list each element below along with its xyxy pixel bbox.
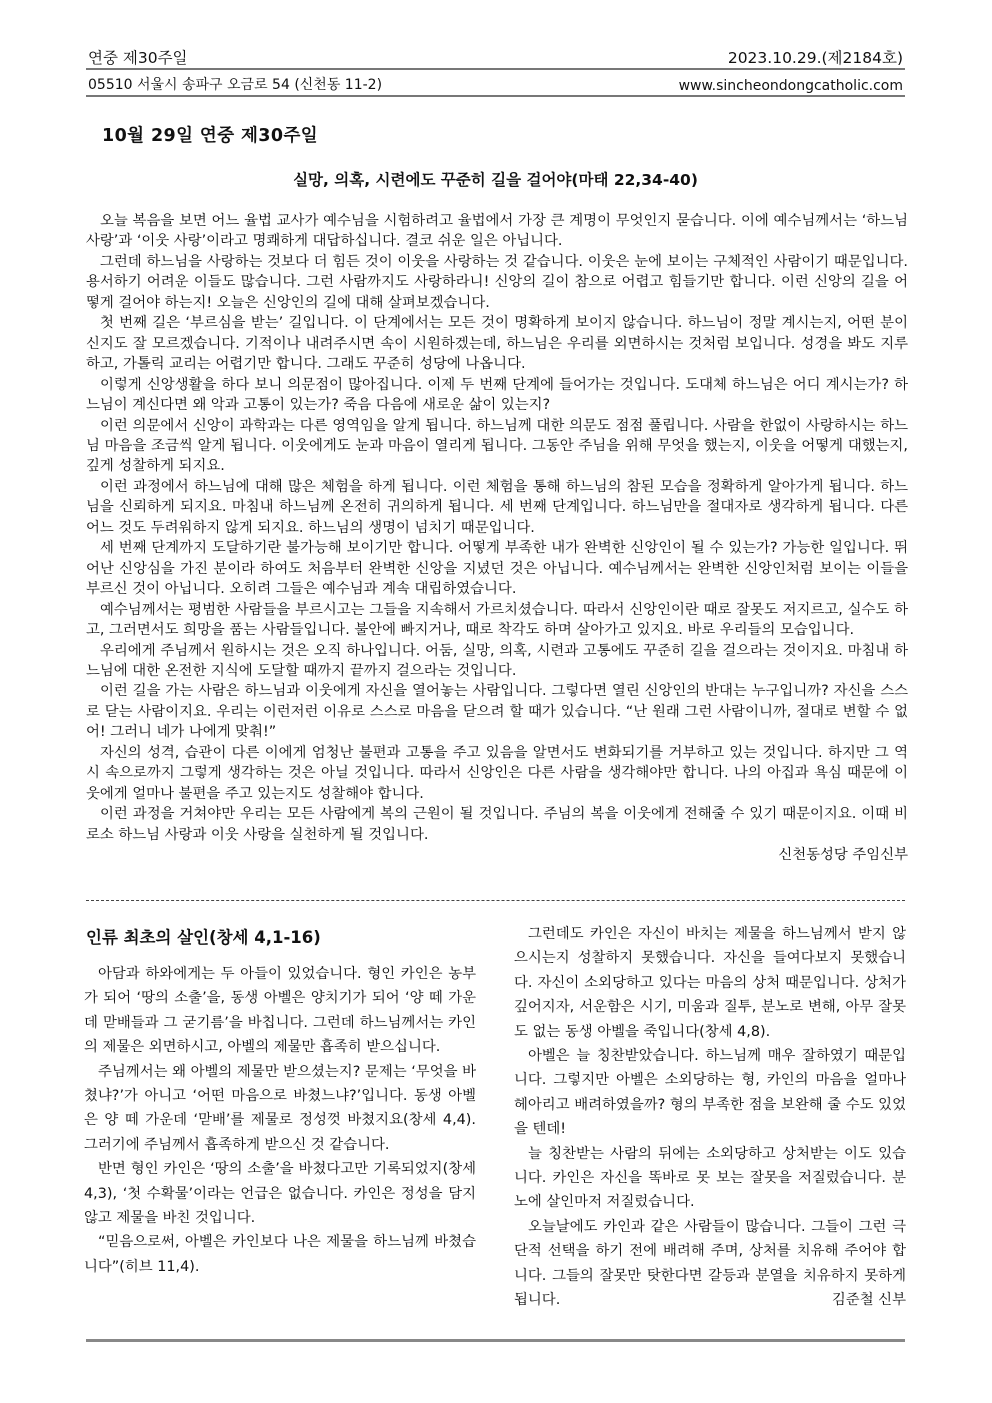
reflection-paragraph: 아벨은 늘 칭찬받았습니다. 하느님께 매우 잘하였기 때문입니다. 그렇지만 아벨은 소외당하는 형, 카인의 마음을 얼마나 헤아리고 배려하였을까? 형의 부족한 점을 보완해 줄 수도 있었을 텐데! bbox=[514, 1048, 906, 1138]
reflection-paragraph: 그런데도 카인은 자신이 바치는 제물을 하느님께서 받지 않으시는지 성찰하지 못했습니다. 자신을 들여다보지 못했습니다. 자신이 소외당하고 있다는 마음의 상처 때문입니다. 상처가 깊어지자, 서운함은 시기, 미움과 질투, 분노로 변해, 아무 잘못도 없는 동생 아벨을 죽입니다(창세 4,8). bbox=[514, 926, 906, 1040]
homily-paragraph: 자신의 성격, 습관이 다른 이에게 엄청난 불편과 고통을 주고 있음을 알면서도 변화되기를 거부하고 있는 것입니다. 하지만 그 역시 속으로까지 그렇게 생각하는 것은 아닐 것입니다. 따라서 신앙인은 다른 사람을 생각해야만 합니다. 나의 아집과 욕심 때문에 이웃에게 얼마나 불편을 주고 있는지도 성찰해야 합니다. bbox=[86, 744, 908, 802]
footer-rule bbox=[86, 1339, 905, 1342]
header-rule-top bbox=[86, 68, 905, 70]
homily-paragraph-text: 이런 과정을 거쳐야만 우리는 모든 사람에게 복의 근원이 될 것입니다. 주님의 복을 이웃에게 전해줄 수 있기 때문이지요. 이때 비로소 하느님 사랑과 이웃 사랑을 실천하게 될 것입니다. bbox=[86, 806, 908, 843]
homily-paragraph-last bbox=[86, 804, 908, 865]
header-top-row bbox=[88, 44, 903, 68]
reflection-title: 인류 최초의 살인(창세 4,1-16) bbox=[86, 928, 321, 947]
homily-paragraph: 이런 의문에서 신앙이 과학과는 다른 영역임을 알게 됩니다. 하느님께 대한 의문도 점점 풀립니다. 사람을 한없이 사랑하시는 하느님 마음을 조금씩 알게 됩니다. 이웃에게도 눈과 마음이 열리게 됩니다. 그동안 주님을 위해 무엇을 했는지, 이웃을 어떻게 대했는지, 깊게 성찰하게 되지요. bbox=[86, 417, 908, 475]
header-address-row bbox=[88, 72, 903, 94]
reflection-paragraph: “믿음으로써, 아벨은 카인보다 나은 제물을 하느님께 바쳤습니다”(히브 11,4). bbox=[84, 1234, 476, 1275]
homily-paragraph: 첫 번째 길은 ‘부르심을 받는’ 길입니다. 이 단계에서는 모든 것이 명확하게 보이지 않습니다. 하느님이 정말 계시는지, 어떤 분이신지도 잘 모르겠습니다. 기적이나 내려주시면 속이 시원하겠는데, 하느님은 우리를 외면하시는 것처럼 보입니다. 성경을 봐도 지루하고, 가톨릭 교리는 어렵기만 합니다. 그래도 꾸준히 성당에 나옵니다. bbox=[86, 315, 908, 373]
homily-signature: 신천동성당 주임신부 bbox=[778, 847, 908, 864]
reflection-left-column bbox=[84, 962, 476, 1279]
reflection-right-column bbox=[514, 922, 906, 1313]
reflection-paragraph: 늘 칭찬받는 사람의 뒤에는 소외당하고 상처받는 이도 있습니다. 카인은 자신을 똑바로 못 보는 잘못을 저질렀습니다. 분노에 살인마저 저질렀습니다. bbox=[514, 1145, 906, 1211]
reflection-signature: 김준철 신부 bbox=[831, 1292, 906, 1309]
reflection-paragraph-last bbox=[514, 1215, 906, 1313]
reflection-paragraph: 반면 형인 카인은 ‘땅의 소출’을 바쳤다고만 기록되었지(창세 4,3), ‘첫 수확물’이라는 언급은 없습니다. 카인은 정성을 담지 않고 제물을 바친 것입니다. bbox=[84, 1161, 476, 1227]
homily-paragraph: 예수님께서는 평범한 사람들을 부르시고는 그들을 지속해서 가르치셨습니다. 따라서 신앙인이란 때로 잘못도 저지르고, 실수도 하고, 그러면서도 희망을 품는 사람들입니다. 불안에 빠지거나, 때로 착각도 하며 살아가고 있지요. 바로 우리들의 모습입니다. bbox=[86, 601, 908, 639]
homily-paragraph: 우리에게 주님께서 원하시는 것은 오직 하나입니다. 어둠, 실망, 의혹, 시련과 고통에도 꾸준히 길을 걸으라는 것이지요. 마침내 하느님에 대한 온전한 지식에 도달할 때까지 끝까지 걸으라는 것입니다. bbox=[86, 642, 908, 679]
homily-paragraph: 이렇게 신앙생활을 하다 보니 의문점이 많아집니다. 이제 두 번째 단계에 들어가는 것입니다. 도대체 하느님은 어디 계시는가? 하느님이 계신다면 왜 악과 고통이 있는가? 죽음 다음에 새로운 삶이 있는지? bbox=[86, 376, 908, 414]
section-divider bbox=[86, 900, 905, 901]
reflection-paragraph: 주님께서는 왜 아벨의 제물만 받으셨는지? 문제는 ‘무엇을 바쳤냐?’가 아니고 ‘어떤 마음으로 바쳤느냐?’입니다. 동생 아벨은 양 떼 가운데 ‘맏배’를 제물로 정성껏 바쳤지요(창세 4,4). 그러기에 주님께서 흡족하게 받으신 것 같습니다. bbox=[84, 1063, 476, 1153]
sunday-title: 10월 29일 연중 제30주일 bbox=[102, 126, 319, 146]
homily-paragraph: 오늘 복음을 보면 어느 율법 교사가 예수님을 시험하려고 율법에서 가장 큰 계명이 무엇인지 묻습니다. 이에 예수님께서는 ‘하느님 사랑’과 ‘이웃 사랑’이라고 명쾌하게 대답하십니다. 결코 쉬운 일은 아닙니다. bbox=[86, 213, 908, 250]
homily-paragraph: 이런 길을 가는 사람은 하느님과 이웃에게 자신을 열어놓는 사람입니다. 그렇다면 열린 신앙인의 반대는 누구입니까? 자신을 스스로 닫는 사람이지요. 우리는 이런저런 이유로 스스로 마음을 닫으려 할 때가 있습니다. “난 원래 그런 사람이니까, 절대로 변할 수 없어! 그러니 네가 나에게 맞춰!” bbox=[86, 683, 908, 741]
homily-paragraph: 이런 과정에서 하느님에 대해 많은 체험을 하게 됩니다. 이런 체험을 통해 하느님의 참된 모습을 정확하게 알아가게 됩니다. 하느님을 신뢰하게 되지요. 마침내 하느님께 온전히 귀의하게 됩니다. 세 번째 단계입니다. 하느님만을 절대자로 생각하게 됩니다. 다른 어느 것도 두려워하지 않게 되지요. 하느님의 생명이 넘치기 때문입니다. bbox=[86, 478, 908, 536]
homily-body bbox=[86, 211, 908, 866]
homily-title: 실망, 의혹, 시련에도 꾸준히 길을 걸어야(마태 22,34-40) bbox=[293, 171, 698, 189]
homily-paragraph: 세 번째 단계까지 도달하기란 불가능해 보이기만 합니다. 어떻게 부족한 내가 완벽한 신앙인이 될 수 있는가? 가능한 일입니다. 뛰어난 신앙심을 가진 분이라 하여도 처음부터 완벽한 신앙을 지녔던 것은 아닙니다. 예수님께서는 완벽한 신앙인처럼 보이는 이들을 부르신 것이 아닙니다. 오히려 그들은 예수님과 계속 대립하였습니다. bbox=[86, 540, 908, 598]
homily-paragraph: 그런데 하느님을 사랑하는 것보다 더 힘든 것이 이웃을 사랑하는 것 같습니다. 이웃은 눈에 보이는 구체적인 사람이기 때문입니다. 용서하기 어려운 이들도 많습니다. 그런 사람까지도 사랑하라니! 신앙의 길이 참으로 어렵고 힘들기만 합니다. 이런 신앙의 길을 어떻게 걸어야 하는지! 오늘은 신앙인의 길에 대해 살펴보겠습니다. bbox=[86, 253, 908, 311]
reflection-paragraph: 아담과 하와에게는 두 아들이 있었습니다. 형인 카인은 농부가 되어 ‘땅의 소출’을, 동생 아벨은 양치기가 되어 ‘양 떼 가운데 맏배들과 그 굳기름’을 바칩니다. 그런데 하느님께서는 카인의 제물은 외면하시고, 아벨의 제물만 흡족히 받으십니다. bbox=[84, 966, 476, 1056]
header-rule-bottom bbox=[86, 95, 905, 97]
liturgical-title: 연중 제30주일 bbox=[88, 49, 188, 67]
parish-address: 05510 서울시 송파구 오금로 54 (신천동 11-2) bbox=[88, 77, 383, 93]
website-link[interactable]: www.sincheondongcatholic.com bbox=[678, 78, 903, 94]
reflection-paragraph-text: 오늘날에도 카인과 같은 사람들이 많습니다. 그들이 그런 극단적 선택을 하기 전에 배려해 주며, 상처를 치유해 주어야 합니다. 그들의 잘못만 탓한다면 갈등과 분열을 치유하지 못하게 됩니다. bbox=[514, 1218, 906, 1309]
date-issue: 2023.10.29.(제2184호) bbox=[727, 49, 903, 67]
